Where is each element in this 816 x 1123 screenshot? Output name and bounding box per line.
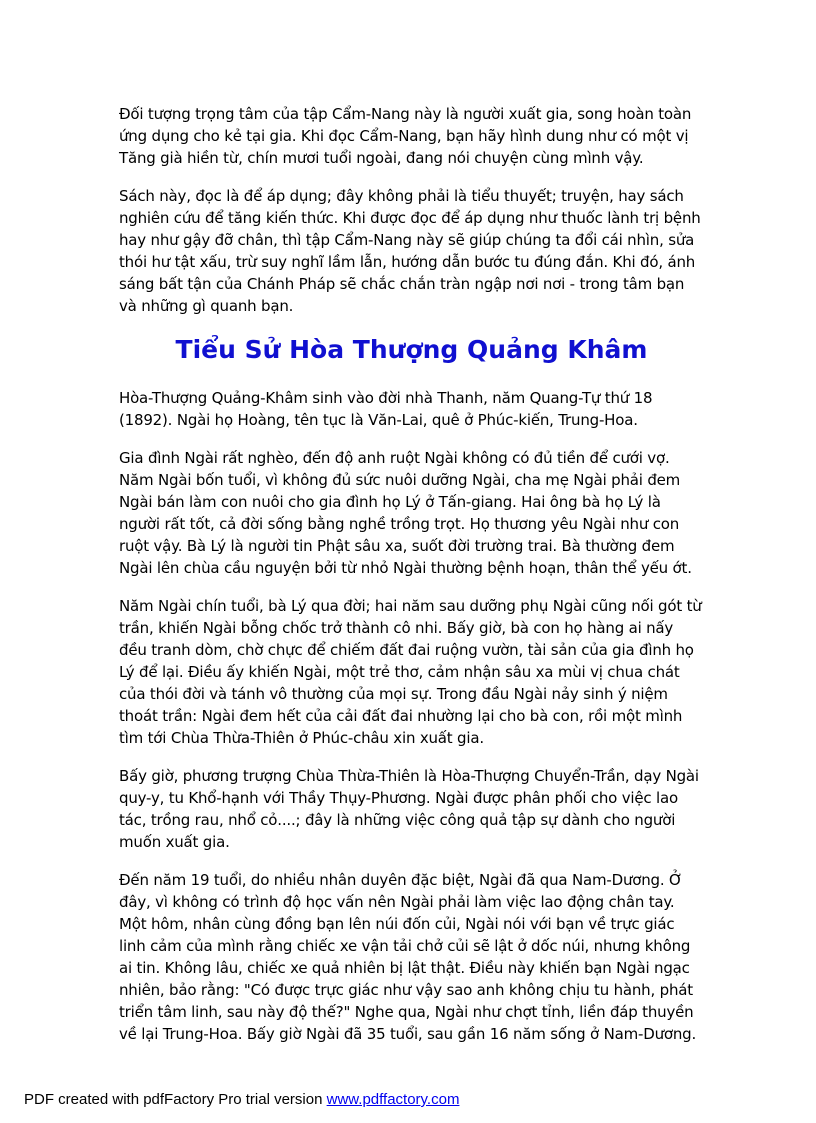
body-paragraph: Bấy giờ, phương trượng Chùa Thừa-Thiên là Hòa-Thượng Chuyển-Trần, dạy Ngài quy-y, tu Khổ-hạnh với Thầy Thụy-Phương. Ngài được phân phối cho việc lao tác, trồng rau, nhổ cỏ....; đây là những việc công quả tập sự dành cho người muốn xuất gia. [119,767,699,851]
body-paragraph: Gia đình Ngài rất nghèo, đến độ anh ruột Ngài không có đủ tiền để cưới vợ. Năm Ngài bốn tuổi, vì không đủ sức nuôi dưỡng Ngài, cha mẹ Ngài phải đem Ngài bán làm con nuôi cho gia đình họ Lý ở Tấn-giang. Hai ông bà họ Lý là người rất tốt, cả đời sống bằng nghề trồng trọt. Họ thương yêu Ngài như con ruột vậy. Bà Lý là người tin Phật sâu xa, suốt đời trường trai. Bà thường đem Ngài lên chùa cầu nguyện bởi từ nhỏ Ngài thường bệnh hoạn, thân thể yếu ớt. [119,449,692,577]
footer-text: PDF created with pdfFactory Pro trial version [24,1091,327,1108]
body-paragraph: Năm Ngài chín tuổi, bà Lý qua đời; hai năm sau dưỡng phụ Ngài cũng nối gót từ trần, khiến Ngài bỗng chốc trở thành cô nhi. Bấy giờ, bà con họ hàng ai nấy đều tranh dòm, chờ chực để chiếm đất đai ruộng vườn, tài sản của gia đình họ Lý để lại. Điều ấy khiến Ngài, một trẻ thơ, cảm nhận sâu xa mùi vị chua chát của thói đời và tánh vô thường của mọi sự. Trong đầu Ngài nảy sinh ý niệm thoát trần: Ngài đem hết của cải đất đai nhường lại cho bà con, rồi một mình tìm tới Chùa Thừa-Thiên ở Phúc-châu xin xuất gia. [119,597,702,747]
section-title: Tiểu Sử Hòa Thượng Quảng Khâm [175,335,648,364]
pdf-footer [24,1090,459,1110]
body-paragraph: Đến năm 19 tuổi, do nhiều nhân duyên đặc biệt, Ngài đã qua Nam-Dương. Ở đây, vì không có trình độ học vấn nên Ngài phải làm việc lao động chân tay. Một hôm, nhân cùng đồng bạn lên núi đốn củi, Ngài nói với bạn về trực giác linh cảm của mình rằng chiếc xe vận tải chở củi sẽ lật ở dốc núi, nhưng không ai tin. Không lâu, chiếc xe quả nhiên bị lật thật. Điều này khiến bạn Ngài ngạc nhiên, bảo rằng: "Có được trực giác như vậy sao anh không chịu tu hành, phát triển tâm linh, sau này độ thế?" Nghe qua, Ngài như chợt tỉnh, liền đáp thuyền về lại Trung-Hoa. Bấy giờ Ngài đã 35 tuổi, sau gần 16 năm sống ở Nam-Dương. [119,871,697,1043]
intro-paragraph: Sách này, đọc là để áp dụng; đây không phải là tiểu thuyết; truyện, hay sách nghiên cứu để tăng kiến thức. Khi được đọc để áp dụng như thuốc lành trị bệnh hay như gậy đỡ chân, thì tập Cẩm-Nang này sẽ giúp chúng ta đổi cái nhìn, sửa thói hư tật xấu, trừ suy nghĩ lầm lẫn, hướng dẫn bước tu đúng đắn. Khi đó, ánh sáng bất tận của Chánh Pháp sẽ chắc chắn tràn ngập nơi nơi - trong tâm bạn và những gì quanh bạn. [119,187,701,315]
intro-paragraph: Đối tượng trọng tâm của tập Cẩm-Nang này là người xuất gia, song hoàn toàn ứng dụng cho kẻ tại gia. Khi đọc Cẩm-Nang, bạn hãy hình dung như có một vị Tăng già hiền từ, chín mươi tuổi ngoài, đang nói chuyện cùng mình vậy. [119,105,692,167]
page-content [119,103,704,1061]
footer-link[interactable]: www.pdffactory.com [326,1091,460,1108]
body-paragraph: Hòa-Thượng Quảng-Khâm sinh vào đời nhà Thanh, năm Quang-Tự thứ 18 (1892). Ngài họ Hoàng, tên tục là Văn-Lai, quê ở Phúc-kiến, Trung-Hoa. [119,389,653,429]
